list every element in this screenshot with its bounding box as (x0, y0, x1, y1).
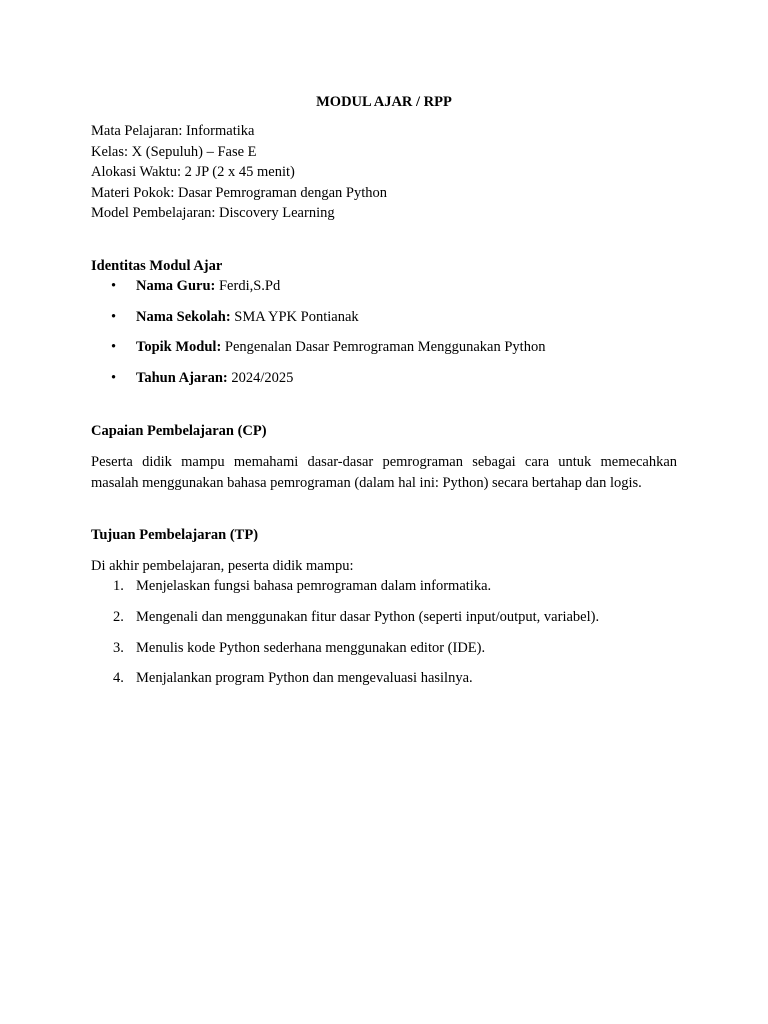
identitas-value: 2024/2025 (227, 370, 294, 387)
identitas-value: Pengenalan Dasar Pemrograman Menggunakan Python (221, 339, 546, 356)
identitas-label: Tahun Ajaran: (136, 370, 228, 387)
identitas-value: Ferdi,S.Pd (215, 277, 281, 294)
meta-time-allocation: Alokasi Waktu: 2 JP (2 x 45 menit) (91, 164, 295, 181)
identitas-item-topic (91, 337, 677, 357)
identitas-item-school (91, 307, 677, 327)
identitas-value: SMA YPK Pontianak (230, 308, 359, 325)
tujuan-list (91, 576, 677, 688)
identitas-list (91, 276, 677, 388)
tujuan-item (91, 576, 677, 596)
tujuan-item-number: 4. (113, 670, 124, 687)
identitas-item-year (91, 368, 677, 388)
meta-subject: Mata Pelajaran: Informatika (91, 123, 255, 139)
meta-class: Kelas: X (Sepuluh) – Fase E (91, 143, 257, 160)
tujuan-item (91, 668, 677, 688)
document-title: MODUL AJAR / RPP (316, 94, 452, 110)
tujuan-item-text: Mengenali dan menggunakan fitur dasar Python (seperti input/output, variabel). (136, 608, 600, 625)
document-page (91, 92, 677, 699)
meta-block (91, 121, 677, 224)
bullet-icon: • (111, 308, 117, 325)
capaian-heading: Capaian Pembelajaran (CP) (91, 423, 267, 440)
tujuan-item-number: 1. (113, 578, 124, 595)
tujuan-item (91, 607, 677, 627)
tujuan-item-number: 2. (113, 608, 124, 625)
meta-learning-model: Model Pembelajaran: Discovery Learning (91, 205, 335, 222)
identitas-heading: Identitas Modul Ajar (91, 257, 223, 274)
tujuan-item-text: Menjalankan program Python dan mengevaluasi hasilnya. (136, 670, 473, 687)
tujuan-heading: Tujuan Pembelajaran (TP) (91, 527, 259, 544)
bullet-icon: • (111, 277, 117, 294)
identitas-label: Nama Guru: (136, 277, 216, 294)
identitas-label: Nama Sekolah: (136, 308, 231, 325)
tujuan-item (91, 638, 677, 658)
identitas-item-teacher (91, 276, 677, 296)
tujuan-item-number: 3. (113, 639, 124, 656)
capaian-paragraph: Peserta didik mampu memahami dasar-dasar pemrograman sebagai cara untuk memecahkan masalah menggunakan bahasa pemrograman (dalam hal ini: Python) secara bertahap dan logis. (91, 454, 677, 492)
tujuan-item-text: Menjelaskan fungsi bahasa pemrograman dalam informatika. (136, 578, 492, 595)
meta-main-material: Materi Pokok: Dasar Pemrograman dengan Python (91, 184, 387, 201)
bullet-icon: • (111, 370, 117, 387)
tujuan-item-text: Menulis kode Python sederhana menggunakan editor (IDE). (136, 639, 486, 656)
bullet-icon: • (111, 339, 117, 356)
identitas-label: Topik Modul: (136, 339, 222, 356)
tujuan-intro: Di akhir pembelajaran, peserta didik mampu: (91, 558, 354, 575)
